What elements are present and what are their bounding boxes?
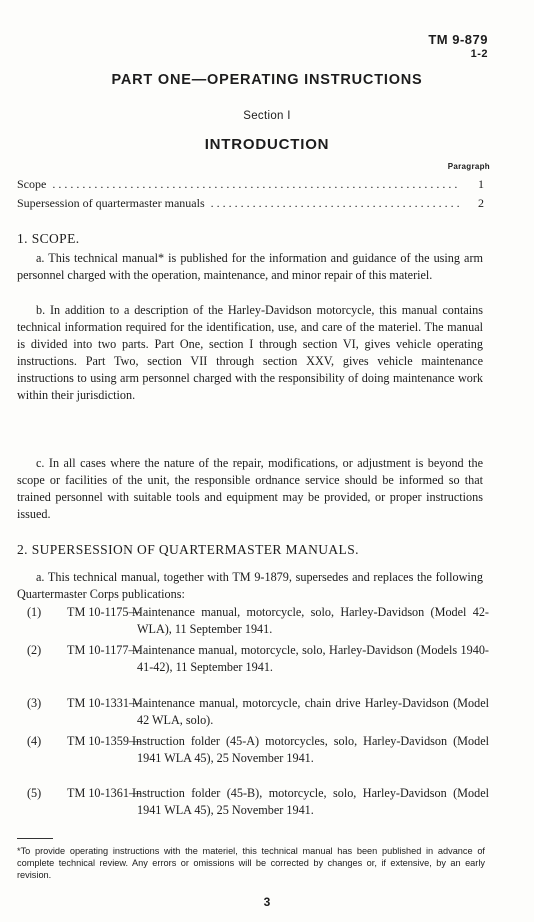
- toc-entry-paragraph: 2: [478, 196, 484, 210]
- manual-number-header: [428, 32, 488, 62]
- heading-supersession: 2. SUPERSESSION OF QUARTERMASTER MANUALS.: [17, 542, 359, 557]
- paragraph-1b: [17, 302, 483, 405]
- toc-entry-title: Scope: [17, 177, 47, 191]
- list-item-text: Instruction folder (45-B), motorcycle, solo, Harley-Davidson (Model 1941 WLA 45), 25 November 1941.: [132, 786, 489, 817]
- list-item-number: (4): [27, 734, 42, 748]
- list-item-number: (1): [27, 605, 42, 619]
- footnote: *To provide operating instructions with the materiel, this technical manual has been published in advance of complete technical review. Any errors or omissions will be corrected by changes or, if extensive, by an early revision.: [17, 846, 485, 880]
- list-item-code: TM 10-1175—: [67, 605, 141, 619]
- list-item-code: TM 10-1331—: [67, 696, 142, 710]
- list-item-text: Instruction folder (45-A) motorcycles, solo, Harley-Davidson (Model 1941 WLA 45), 25 November 1941.: [132, 734, 489, 765]
- page-reference: 1-2: [470, 48, 488, 60]
- tm-number: TM 9-879: [428, 32, 488, 47]
- heading-scope: 1. SCOPE.: [17, 231, 80, 246]
- section-title: INTRODUCTION: [204, 136, 330, 153]
- paragraph-1c: [17, 455, 483, 523]
- list-item-code: TM 10-1177—: [67, 643, 141, 657]
- toc-entry-scope[interactable]: [17, 177, 484, 192]
- list-item-number: (2): [27, 643, 42, 657]
- paragraph-1a: [17, 250, 483, 284]
- paragraph-text: b. In addition to a description of the Harley-Davidson motorcycle, this manual contains technical information required for the identification, use, and care of the materiel. The manual is divided into two parts. Part One, section I through section VI, gives vehicle operating instructions. Part Two, section VII through section XXV, gives vehicle maintenance instructions to using arm personnel charged with the responsibility of doing maintenance work within their jurisdiction.: [17, 303, 483, 403]
- list-item-number: (3): [27, 696, 42, 710]
- list-item-text: Maintenance manual, motorcycle, solo, Harley-Davidson (Model 42-WLA), 11 September 1941.: [132, 605, 489, 636]
- toc-entry-paragraph: 1: [478, 177, 484, 191]
- list-item-text: Maintenance manual, motorcycle, solo, Harley-Davidson (Models 1940-41-42), 11 September 1941.: [132, 643, 489, 674]
- section-label: Section I: [243, 110, 291, 122]
- list-item-number: (5): [27, 786, 42, 800]
- list-item-code: TM 10-1359—: [67, 734, 142, 748]
- list-item-text: Maintenance manual, motorcycle, chain drive Harley-Davidson (Model 42 WLA, solo).: [132, 696, 489, 727]
- page-number: 3: [263, 895, 271, 909]
- toc-entry-supersession[interactable]: [17, 196, 484, 211]
- part-title: PART ONE—OPERATING INSTRUCTIONS: [111, 72, 423, 88]
- toc-leader-dots: [211, 196, 460, 211]
- paragraph-2a: [17, 569, 483, 603]
- toc-column-header: Paragraph: [447, 162, 490, 171]
- toc-leader-dots: [52, 177, 460, 192]
- paragraph-text: a. This technical manual* is published for the information and guidance of the using arm personnel charged with the operation, maintenance, and minor repair of this materiel.: [17, 251, 483, 283]
- list-item-code: TM 10-1361—: [67, 786, 142, 800]
- paragraph-text: a. This technical manual, together with TM 9-1879, supersedes and replaces the following Quartermaster Corps publications:: [17, 570, 483, 602]
- paragraph-text: c. In all cases where the nature of the repair, modifications, or adjustment is beyond the scope or facilities of the unit, the responsible ordnance service should be informed so that trained personnel with suitable tools and equipment may be provided, or proper instructions issued.: [17, 456, 483, 522]
- toc-entry-title: Supersession of quartermaster manuals: [17, 196, 205, 210]
- footnote-rule: [17, 838, 53, 839]
